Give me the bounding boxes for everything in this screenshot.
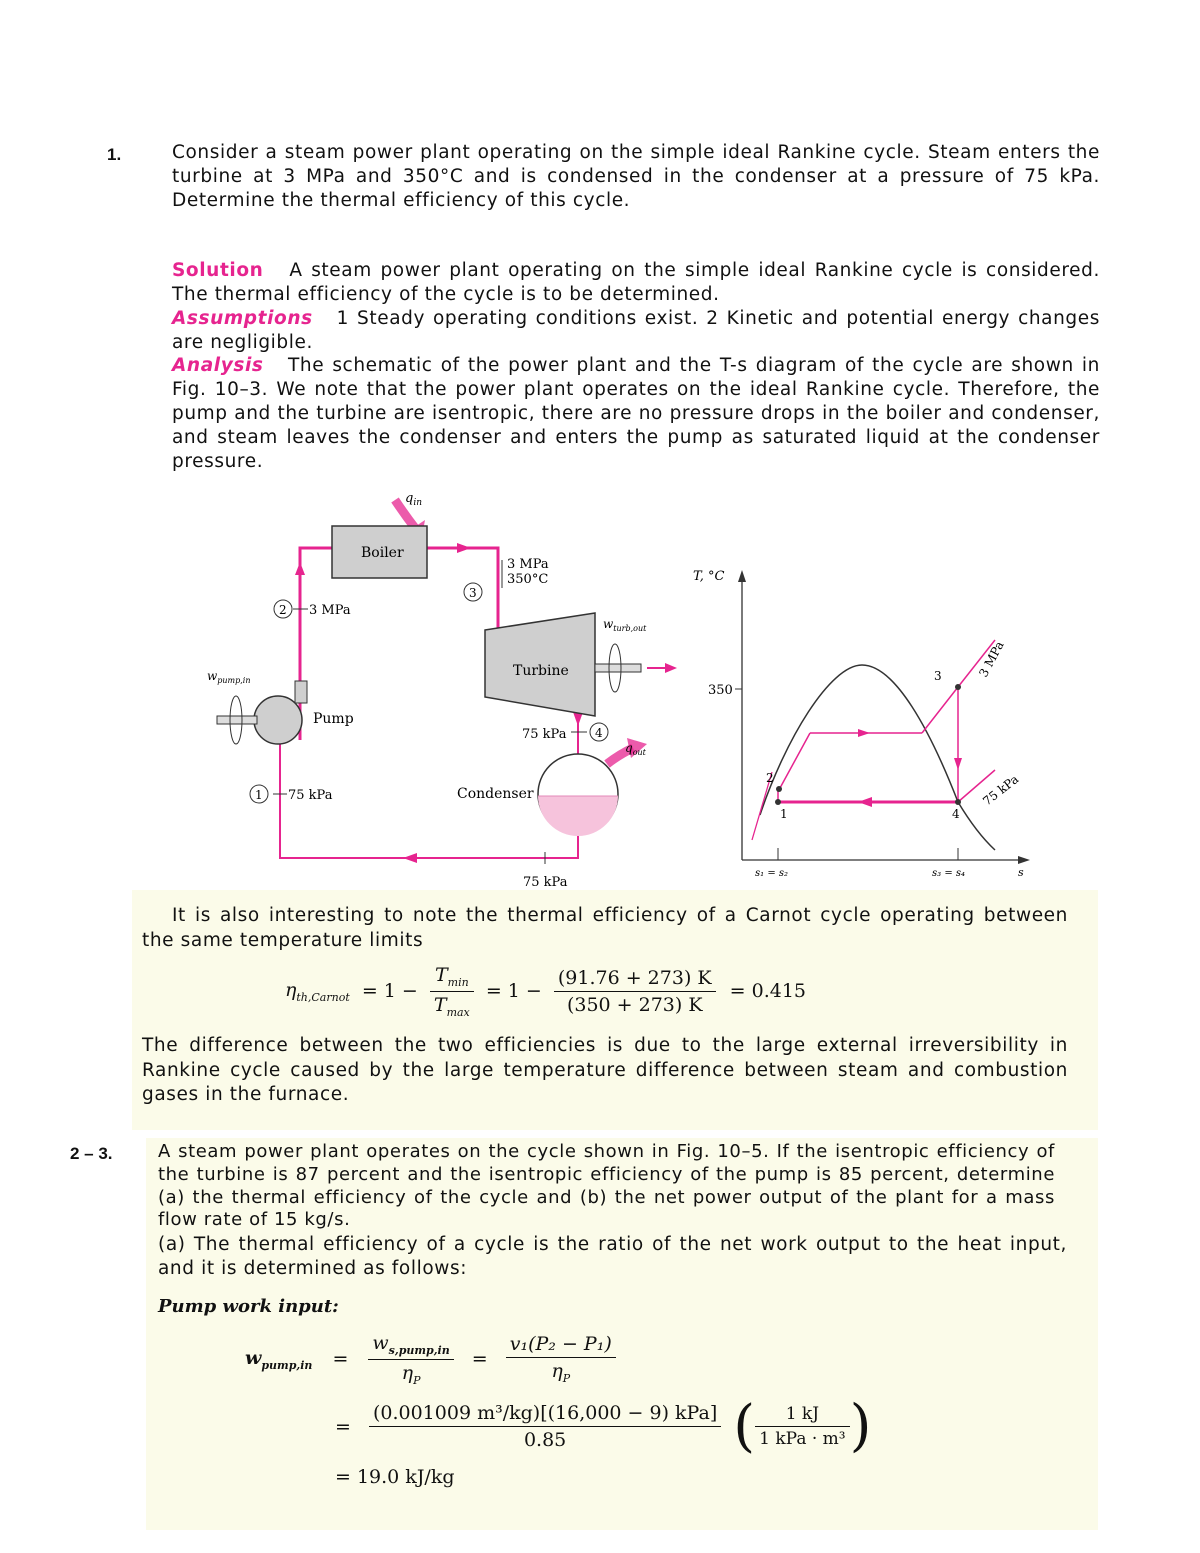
ws-over-eta: $\frac{w_{s,pump,in}}{\eta_P}$ [368,1332,453,1387]
point-4: 4 [952,807,960,821]
carnot-equation [285,964,806,1019]
point-3: 3 [934,669,942,683]
numeric-fraction: $\frac{\text{(0.001009 m³/kg)[(16,000 − 9) kPa]}}{0.85}$ [369,1402,721,1451]
state-3-pressure: 3 MPa [507,557,549,572]
solution-paragraph [172,259,1100,307]
carnot-result: = 0.415 [729,980,806,1003]
assumptions-text: 1 Steady operating conditions exist. 2 Kinetic and potential energy changes are negligible. [172,308,1100,353]
pump-work-equation-1 [245,1332,616,1387]
pipe-return [280,810,578,858]
saturation-dome [760,665,995,850]
unit-conversion: $\frac{1 kJ}{\text{1 kPa · m³}}$ [755,1404,849,1449]
state-1-marker: 1 [255,788,263,802]
heat-out-label: $q_{out}$ [625,741,646,757]
v-dp-over-eta: $\frac{\text{v₁(P₂ − P₁)}}{\eta_P}$ [506,1333,616,1385]
carnot-closing: The difference between the two efficiencies is due to the large external irreversibility in Rankine cycle caused by the large temperature difference between steam and combustion gases in the furnace. [142,1035,1068,1105]
equals-sign-2: = [471,1348,488,1371]
assumptions-paragraph [172,307,1100,355]
isobar-75kpa-label: 75 kPa [980,772,1022,809]
solution-label: Solution [172,260,264,281]
boiler-label: Boiler [361,545,404,561]
heat-in-label: $q_{in}$ [405,491,423,508]
pump-work-label: $w_{pump,in}$ [207,669,251,685]
temperature-fraction: $\frac{(91.76 + 273) K}{(350 + 273) K}$ [554,967,716,1016]
pump-work-lhs: $w_{pump,in}$ [245,1346,313,1372]
point-1: 1 [780,807,788,821]
x-axis-label: s [1018,866,1024,879]
s1-s2-label: s₁ = s₂ [755,868,789,879]
pump-work-heading: Pump work input: [158,1296,339,1317]
state-1-pressure: 75 kPa [288,788,333,803]
analysis-label: Analysis [172,355,264,376]
equals-one-minus-2: = 1 − [485,980,542,1003]
equals-sign-3: = [335,1415,351,1438]
state-3-marker: 3 [469,586,477,600]
analysis-paragraph [172,354,1100,474]
turbine-label: Turbine [513,663,569,679]
y-tick-350: 350 [708,683,733,698]
equals-one-minus: = 1 − [361,980,418,1003]
state-2-marker: 2 [279,603,287,617]
condenser-label: Condenser [457,786,534,802]
state-4-pressure: 75 kPa [522,727,567,742]
state-3-temperature: 350°C [507,572,549,587]
flow-arrow [457,543,471,553]
pump-label: Pump [313,711,354,727]
point-2: 2 [766,771,774,785]
pump-work-result: = 19.0 kJ/kg [335,1466,455,1488]
tmin-over-tmax: $\frac{T_{min}}{T_{max}}$ [430,964,474,1019]
bottom-pressure: 75 kPa [523,875,568,890]
flow-arrow [295,562,305,575]
s3-s4-label: s₃ = s₄ [932,868,966,879]
part-a-text: (a) The thermal efficiency of a cycle is the ratio of the net work output to the heat input, and it is determined as follows: [158,1234,1067,1279]
isobar-high [780,733,810,788]
analysis-text: The schematic of the power plant and the T-s diagram of the cycle are shown in Fig. 10–3. We note that the power plant operates on the ideal Rankine cycle. Therefore, the pump and the turbine are isentropic, there are no pressure drops in the boiler and condenser, and steam leaves the condenser and enters the pump as saturated liquid at the condenser pressure. [172,355,1100,472]
problem-statement: Consider a steam power plant operating on the simple ideal Rankine cycle. Steam enters the turbine at 3 MPa and 350°C and is condensed in the condenser at a pressure of 75 kPa. Determine the thermal efficiency of this cycle. [172,142,1100,211]
eta-symbol: $\eta_{th,Carnot}$ [285,979,350,1005]
pump-work-equation-2: = $\frac{\text{(0.001009 m³/kg)[(16,000 − 9) kPa]}}{0.85}$ ( $\frac{1 kJ}{\text{1 kPa · m³}}$ ) [335,1393,872,1459]
power-plant-schematic [195,480,695,890]
state-4-marker: 4 [595,726,603,740]
isobar-3mpa-label: 3 MPa [976,638,1007,680]
y-axis-label: T, °C [693,569,725,584]
flow-arrow [403,853,417,863]
equals-sign: = [332,1348,349,1371]
pipe-boiler-turbine [427,548,498,630]
turbine-work-label: $w_{turb,out}$ [603,617,647,633]
carnot-intro: It is also interesting to note the thermal efficiency of a Carnot cycle operating between the same temperature limits [142,905,1068,951]
ts-diagram [690,560,1040,885]
problem-2-statement: A steam power plant operates on the cycle shown in Fig. 10–5. If the isentropic efficiency of the turbine is 87 percent and the isentropic efficiency of the pump is 85 percent, determine (a) the thermal efficiency of the cycle and (b) the net power output of the plant for a mass flow rate of 15 kg/s. [158,1141,1055,1231]
state-2-pressure: 3 MPa [309,603,351,618]
solution-text: A steam power plant operating on the simple ideal Rankine cycle is considered. The thermal efficiency of the cycle is to be determined. [172,260,1100,305]
assumptions-label: Assumptions [172,308,313,329]
question-number-2: 2 – 3. [70,1144,113,1163]
question-number: 1. [107,145,122,164]
